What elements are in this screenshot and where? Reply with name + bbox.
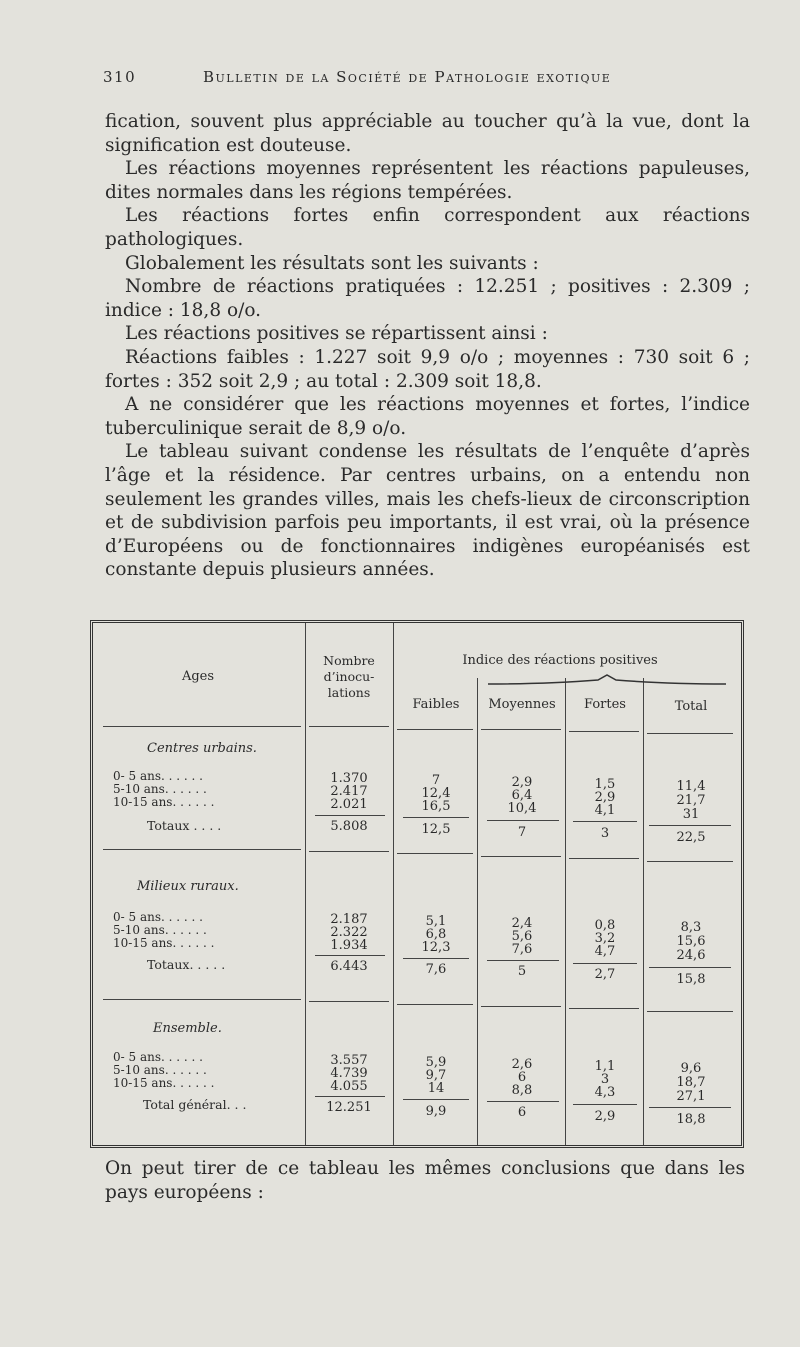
body-text xyxy=(105,110,750,582)
section-rule xyxy=(569,1008,639,1009)
cell-nombre: 4.739 xyxy=(330,1066,368,1081)
paragraph-fortes: Les réactions fortes enfin correspondent aux réactions pathologiques. xyxy=(105,205,750,250)
cell-nombre: 2.417 xyxy=(330,784,368,799)
running-title: Bulletin de la Société de Pathologie exotique xyxy=(203,68,612,86)
age-label: 0- 5 ans. . . . . . xyxy=(113,1050,203,1064)
cell-faibles: 12,4 xyxy=(421,786,451,801)
section-rule xyxy=(481,1006,561,1007)
cell-faibles: 5,9 xyxy=(425,1055,447,1070)
sum-rule xyxy=(403,1099,469,1100)
cell-total-total: 18,8 xyxy=(676,1112,706,1127)
cell-moyennes: 7,6 xyxy=(511,942,533,957)
cell-moyennes: 10,4 xyxy=(507,801,537,816)
results-table xyxy=(90,620,744,1148)
cell-nombre: 1.934 xyxy=(330,938,368,953)
section-rule xyxy=(103,999,301,1000)
cell-moyennes: 2,4 xyxy=(511,916,533,931)
cell-moyennes-total: 6 xyxy=(517,1105,527,1120)
cell-faibles: 12,3 xyxy=(421,940,451,955)
cell-total: 27,1 xyxy=(676,1089,706,1104)
table-divider xyxy=(565,678,566,1145)
paragraph-conclusion: On peut tirer de ce tableau les mêmes conclusions que dans les pays européens : xyxy=(105,1158,745,1203)
section-rule xyxy=(647,861,733,862)
sum-rule xyxy=(573,963,637,964)
cell-faibles-total: 12,5 xyxy=(421,822,451,837)
cell-nombre: 4.055 xyxy=(330,1079,368,1094)
cell-moyennes: 8,8 xyxy=(511,1083,533,1098)
cell-fortes: 1,5 xyxy=(594,777,616,792)
sum-rule xyxy=(649,967,731,968)
table-divider xyxy=(643,678,644,1145)
age-label: 0- 5 ans. . . . . . xyxy=(113,769,203,783)
sum-rule xyxy=(315,955,385,956)
age-label: 10-15 ans. . . . . . xyxy=(113,1076,215,1090)
cell-moyennes: 5,6 xyxy=(511,929,533,944)
paragraph-globalement: Globalement les résultats sont les suivants : xyxy=(125,252,539,274)
cell-moyennes: 6,4 xyxy=(511,788,533,803)
cell-fortes: 1,1 xyxy=(594,1059,616,1074)
sum-rule xyxy=(403,817,469,818)
cell-faibles-total: 7,6 xyxy=(425,962,447,977)
cell-total: 11,4 xyxy=(676,779,706,794)
age-label: 5-10 ans. . . . . . xyxy=(113,782,207,796)
cell-moyennes: 6 xyxy=(517,1070,527,1085)
paragraph-nombre: Nombre de réactions pratiquées : 12.251 ; positives : 2.309 ; indice : 18,8 o/o. xyxy=(105,276,750,321)
table-divider xyxy=(477,678,478,1145)
totals-label: Totaux . . . . xyxy=(147,818,222,833)
cell-fortes-total: 2,7 xyxy=(594,967,616,982)
cell-moyennes: 2,6 xyxy=(511,1057,533,1072)
section-rule xyxy=(481,856,561,857)
paragraph-repartition: Les réactions positives se répartissent ainsi : xyxy=(125,323,548,345)
cell-moyennes-total: 7 xyxy=(517,825,527,840)
section-rule xyxy=(103,849,301,850)
sum-rule xyxy=(649,825,731,826)
header-rule xyxy=(481,729,561,730)
totals-label: Total général. . . xyxy=(143,1097,247,1112)
header-rule xyxy=(569,731,639,732)
section-title: Ensemble. xyxy=(153,1021,222,1036)
cell-total: 24,6 xyxy=(676,948,706,963)
cell-nombre: 1.370 xyxy=(330,771,368,786)
cell-nombre-total: 5.808 xyxy=(330,819,368,834)
header-faibles: Faibles xyxy=(412,697,460,712)
paragraph-continuation: fication, souvent plus appréciable au toucher qu’à la vue, dont la signification est douteuse. xyxy=(105,111,750,156)
header-indice: Indice des réactions positives xyxy=(462,653,658,668)
paragraph-moyennes: Les réactions moyennes représentent les réactions papuleuses, dites normales dans les régions tempérées. xyxy=(105,158,750,203)
cell-nombre-total: 12.251 xyxy=(326,1100,372,1115)
cell-nombre-total: 6.443 xyxy=(330,959,368,974)
table-divider xyxy=(305,623,306,1145)
cell-total: 18,7 xyxy=(676,1075,706,1090)
cell-nombre: 2.021 xyxy=(330,797,368,812)
cell-fortes-total: 3 xyxy=(600,826,610,841)
cell-faibles: 7 xyxy=(431,773,441,788)
age-label: 10-15 ans. . . . . . xyxy=(113,795,215,809)
totals-label: Totaux. . . . . xyxy=(147,957,226,972)
age-label: 5-10 ans. . . . . . xyxy=(113,1063,207,1077)
section-rule xyxy=(397,1004,473,1005)
header-rule xyxy=(309,726,389,727)
cell-fortes: 2,9 xyxy=(594,790,616,805)
cell-total: 8,3 xyxy=(680,920,702,935)
section-rule xyxy=(569,858,639,859)
sum-rule xyxy=(487,1101,559,1102)
cell-faibles: 9,7 xyxy=(425,1068,447,1083)
cell-total-total: 15,8 xyxy=(676,972,706,987)
cell-total-total: 22,5 xyxy=(676,830,706,845)
paragraph-tableau: Le tableau suivant condense les résultats de l’enquête d’après l’âge et la résidence. Par centres urbains, on a entendu non seulement les grandes villes, mais les chefs-lieux de circonscription et de subdivision parfois peu importants, il est vrai, où la présence d’Européens ou de fonctionnaires indigènes européanisés est constante depuis plusieurs années. xyxy=(105,441,750,581)
cell-faibles: 6,8 xyxy=(425,927,447,942)
section-title: Milieux ruraux. xyxy=(137,879,239,894)
cell-fortes: 4,3 xyxy=(594,1085,616,1100)
cell-fortes: 0,8 xyxy=(594,918,616,933)
sum-rule xyxy=(403,958,469,959)
cell-moyennes: 2,9 xyxy=(511,775,533,790)
brace-icon xyxy=(488,674,726,686)
table-divider xyxy=(393,623,394,1145)
paragraph-indice: A ne considérer que les réactions moyennes et fortes, l’indice tuberculinique serait de 8,9 o/o. xyxy=(105,394,750,439)
cell-fortes: 4,7 xyxy=(594,944,616,959)
cell-nombre: 2.187 xyxy=(330,912,368,927)
sum-rule xyxy=(487,960,559,961)
section-rule xyxy=(309,1001,389,1002)
age-label: 5-10 ans. . . . . . xyxy=(113,923,207,937)
cell-faibles: 16,5 xyxy=(421,799,451,814)
header-rule xyxy=(647,733,733,734)
cell-moyennes-total: 5 xyxy=(517,964,527,979)
age-label: 10-15 ans. . . . . . xyxy=(113,936,215,950)
section-rule xyxy=(397,853,473,854)
age-label: 0- 5 ans. . . . . . xyxy=(113,910,203,924)
page-number: 310 xyxy=(103,68,137,86)
cell-nombre: 3.557 xyxy=(330,1053,368,1068)
header-moyennes: Moyennes xyxy=(488,697,556,712)
cell-total: 15,6 xyxy=(676,934,706,949)
cell-faibles-total: 9,9 xyxy=(425,1104,447,1119)
cell-faibles: 14 xyxy=(427,1081,445,1096)
cell-fortes: 3 xyxy=(600,1072,610,1087)
closing-paragraph xyxy=(105,1157,745,1204)
cell-fortes: 4,1 xyxy=(594,803,616,818)
cell-nombre: 2.322 xyxy=(330,925,368,940)
section-title: Centres urbains. xyxy=(147,741,257,756)
sum-rule xyxy=(315,815,385,816)
cell-total: 21,7 xyxy=(676,793,706,808)
cell-fortes: 3,2 xyxy=(594,931,616,946)
header-total: Total xyxy=(674,699,708,714)
cell-faibles: 5,1 xyxy=(425,914,447,929)
cell-total: 31 xyxy=(682,807,700,822)
sum-rule xyxy=(573,1104,637,1105)
cell-fortes-total: 2,9 xyxy=(594,1109,616,1124)
header-rule xyxy=(397,729,473,730)
cell-total: 9,6 xyxy=(680,1061,702,1076)
sum-rule xyxy=(487,820,559,821)
paragraph-reactions: Réactions faibles : 1.227 soit 9,9 o/o ; moyennes : 730 soit 6 ; fortes : 352 soit 2,9 ; au total : 2.309 soit 18,8. xyxy=(105,346,750,392)
header-fortes: Fortes xyxy=(584,697,626,712)
header-ages: Ages xyxy=(181,669,215,684)
header-nombre: Nombre d’inocu-lations xyxy=(323,653,375,700)
sum-rule xyxy=(649,1107,731,1108)
section-rule xyxy=(309,851,389,852)
section-rule xyxy=(647,1011,733,1012)
header-rule xyxy=(103,726,301,727)
sum-rule xyxy=(573,821,637,822)
sum-rule xyxy=(315,1096,385,1097)
